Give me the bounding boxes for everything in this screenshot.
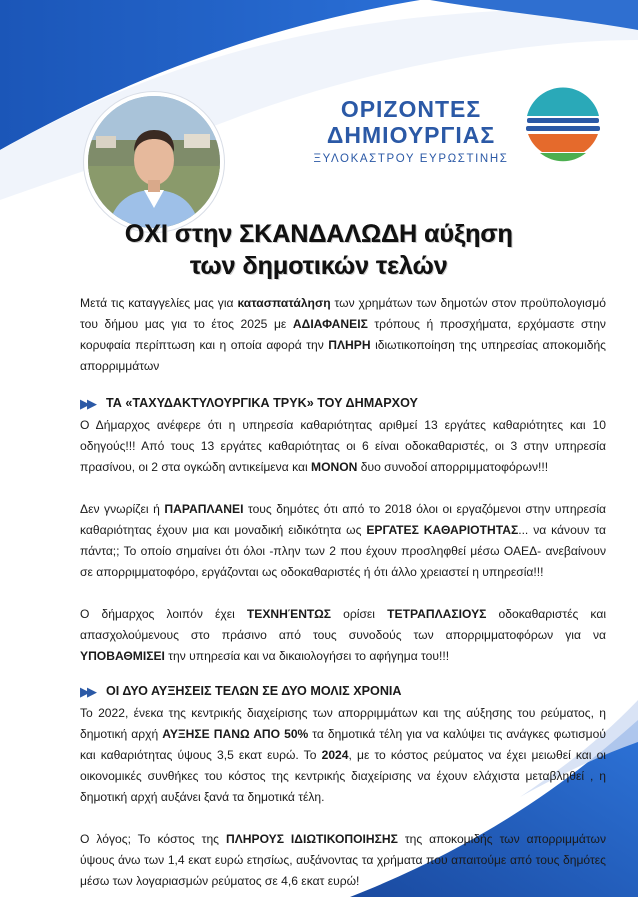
spacer	[80, 808, 606, 829]
section-heading-increases	[80, 681, 606, 702]
logo-line-2: ΔΗΜΙΟΥΡΓΙΑΣ	[326, 122, 496, 148]
logo-line-1: ΟΡΙΖΟΝΤΕΣ	[340, 96, 482, 122]
title-line-2: των δημοτικών τελών	[190, 252, 448, 280]
section-heading-increases-text: ΟΙ ΔΥΟ ΑΥΞΗΣΕΙΣ ΤΕΛΩΝ ΣΕ ΔΥΟ ΜΟΛΙΣ ΧΡΟΝΙΑ	[106, 684, 402, 698]
flyer-body	[80, 293, 606, 892]
section2-paragraph-2: Ο λόγος; Το κόστος της ΠΛΗΡΟΥΣ ΙΔΙΩΤΙΚΟΠΟΙΗΣΗΣ της αποκομιδής των απορριμμάτων ύψους άνω των 1,4 εκατ ευρώ ετησίως, αυξάνοντας τα χρήματα που απαιτούμε από τους δημότες μέσω των λογαριασμών ρεύματος σε 4,6 εκατ ευρώ!	[80, 832, 607, 888]
horizon-circle-logo-icon	[524, 86, 602, 164]
section-heading-tricks	[80, 393, 606, 414]
party-logo-text	[305, 96, 517, 165]
section1-paragraph-1: Ο Δήμαρχος ανέφερε ότι η υπηρεσία καθαριότητας αριθμεί 13 εργάτες καθαριότητες και 10 οδηγούς!!! Από τους 13 εργάτες καθαριότητας οι 6 είναι οδοκαθαριστές, οι 3 στην υπηρεσία πρασίνου, οι 2 στα ογκώδη αντικείμενα και ΜΟΝΟΝ δυο συνοδοί απορριμματοφόρων!!!	[80, 418, 606, 474]
portrait-image	[88, 96, 220, 228]
section1-paragraph-2: Δεν γνωρίζει ή ΠΑΡΑΠΛΑΝΕΙ τους δημότες ότι από το 2018 όλοι οι εργαζόμενοι στην υπηρεσία καθαριότητας έχουν μια και μοναδική ειδικότητα ως ΕΡΓΑΤΕΣ ΚΑΘΑΡΙΟΤΗΤΑΣ... να κάνουν τα πάντα;; Το οποίο σημαίνει ότι όλοι -πλην των 2 που έχουν προσληφθεί μέσω ΟΑΕΔ- ανεβαίνουν σε απορριμματοφόρο, εργάζονται ως οδοκαθαριστές ή ότι άλλο χρειαστεί η υπηρεσία!!!	[80, 502, 607, 579]
section-heading-tricks-text: ΤΑ «ΤΑΧΥΔΑΚΤΥΛΟΥΡΓΙΚΑ ΤΡΥΚ» ΤΟΥ ΔΗΜΑΡΧΟΥ	[106, 396, 418, 410]
candidate-photo	[84, 92, 224, 232]
spacer	[80, 583, 606, 604]
title-line-1: ΟΧΙ στην ΣΚΑΝΔΑΛΩΔΗ αύξηση	[125, 220, 513, 248]
spacer	[80, 478, 606, 499]
double-chevron-right-icon: ▶▶	[80, 684, 94, 699]
intro-paragraph: Μετά τις καταγγελίες μας για κατασπατάληση των χρημάτων των δημοτών στον προϋπολογισμό του δήμου μας για το έτος 2025 με ΑΔΙΑΦΑΝΕΙΣ τρόπους ή προσχήματα, ερχόμαστε στην κορυφαία περίπτωση και η οποία αφορά την ΠΛΗΡΗ ιδιωτικοποίηση της υπηρεσίας αποκομιδής απορριμμάτων	[80, 296, 606, 373]
flyer-title	[40, 218, 598, 282]
double-chevron-right-icon: ▶▶	[80, 396, 94, 411]
section1-paragraph-3: Ο δήμαρχος λοιπόν έχει ΤΕΧΝΗΈΝΤΩΣ ορίσει ΤΕΤΡΑΠΛΑΣΙΟΥΣ οδοκαθαριστές και απασχολούμενους στο πράσινο από τους συνοδούς των απορριμματοφόρων για να ΥΠΟΒΑΘΜΙΣΕΙ την υπηρεσία και να δικαιολογήσει το αφήγημα του!!!	[80, 607, 607, 663]
logo-line-3: ΞΥΛΟΚΑΣΤΡΟΥ ΕΥΡΩΣΤΙΝΗΣ	[313, 153, 509, 165]
section2-paragraph-1: Το 2022, ένεκα της κεντρικής διαχείρισης των απορριμμάτων και της αύξησης του ρεύματος, η δημοτική αρχή ΑΥΞΗΣΕ ΠΑΝΩ ΑΠΟ 50% τα δημοτικά τέλη για να καλύψει τις ανάγκες φωτισμού και καθαριότητας ύψους 3,5 εκατ ευρώ. Το 2024, με το κόστος ρεύματος να έχει μειωθεί και οι οικονομικές συνθήκες του κόστος της κεντρικής διαχείρισης να έχουν ελάχιστα μεταβληθεί , η δημοτική αρχή αυξάνει ξανά τα δημοτικά τέλη.	[80, 706, 606, 804]
